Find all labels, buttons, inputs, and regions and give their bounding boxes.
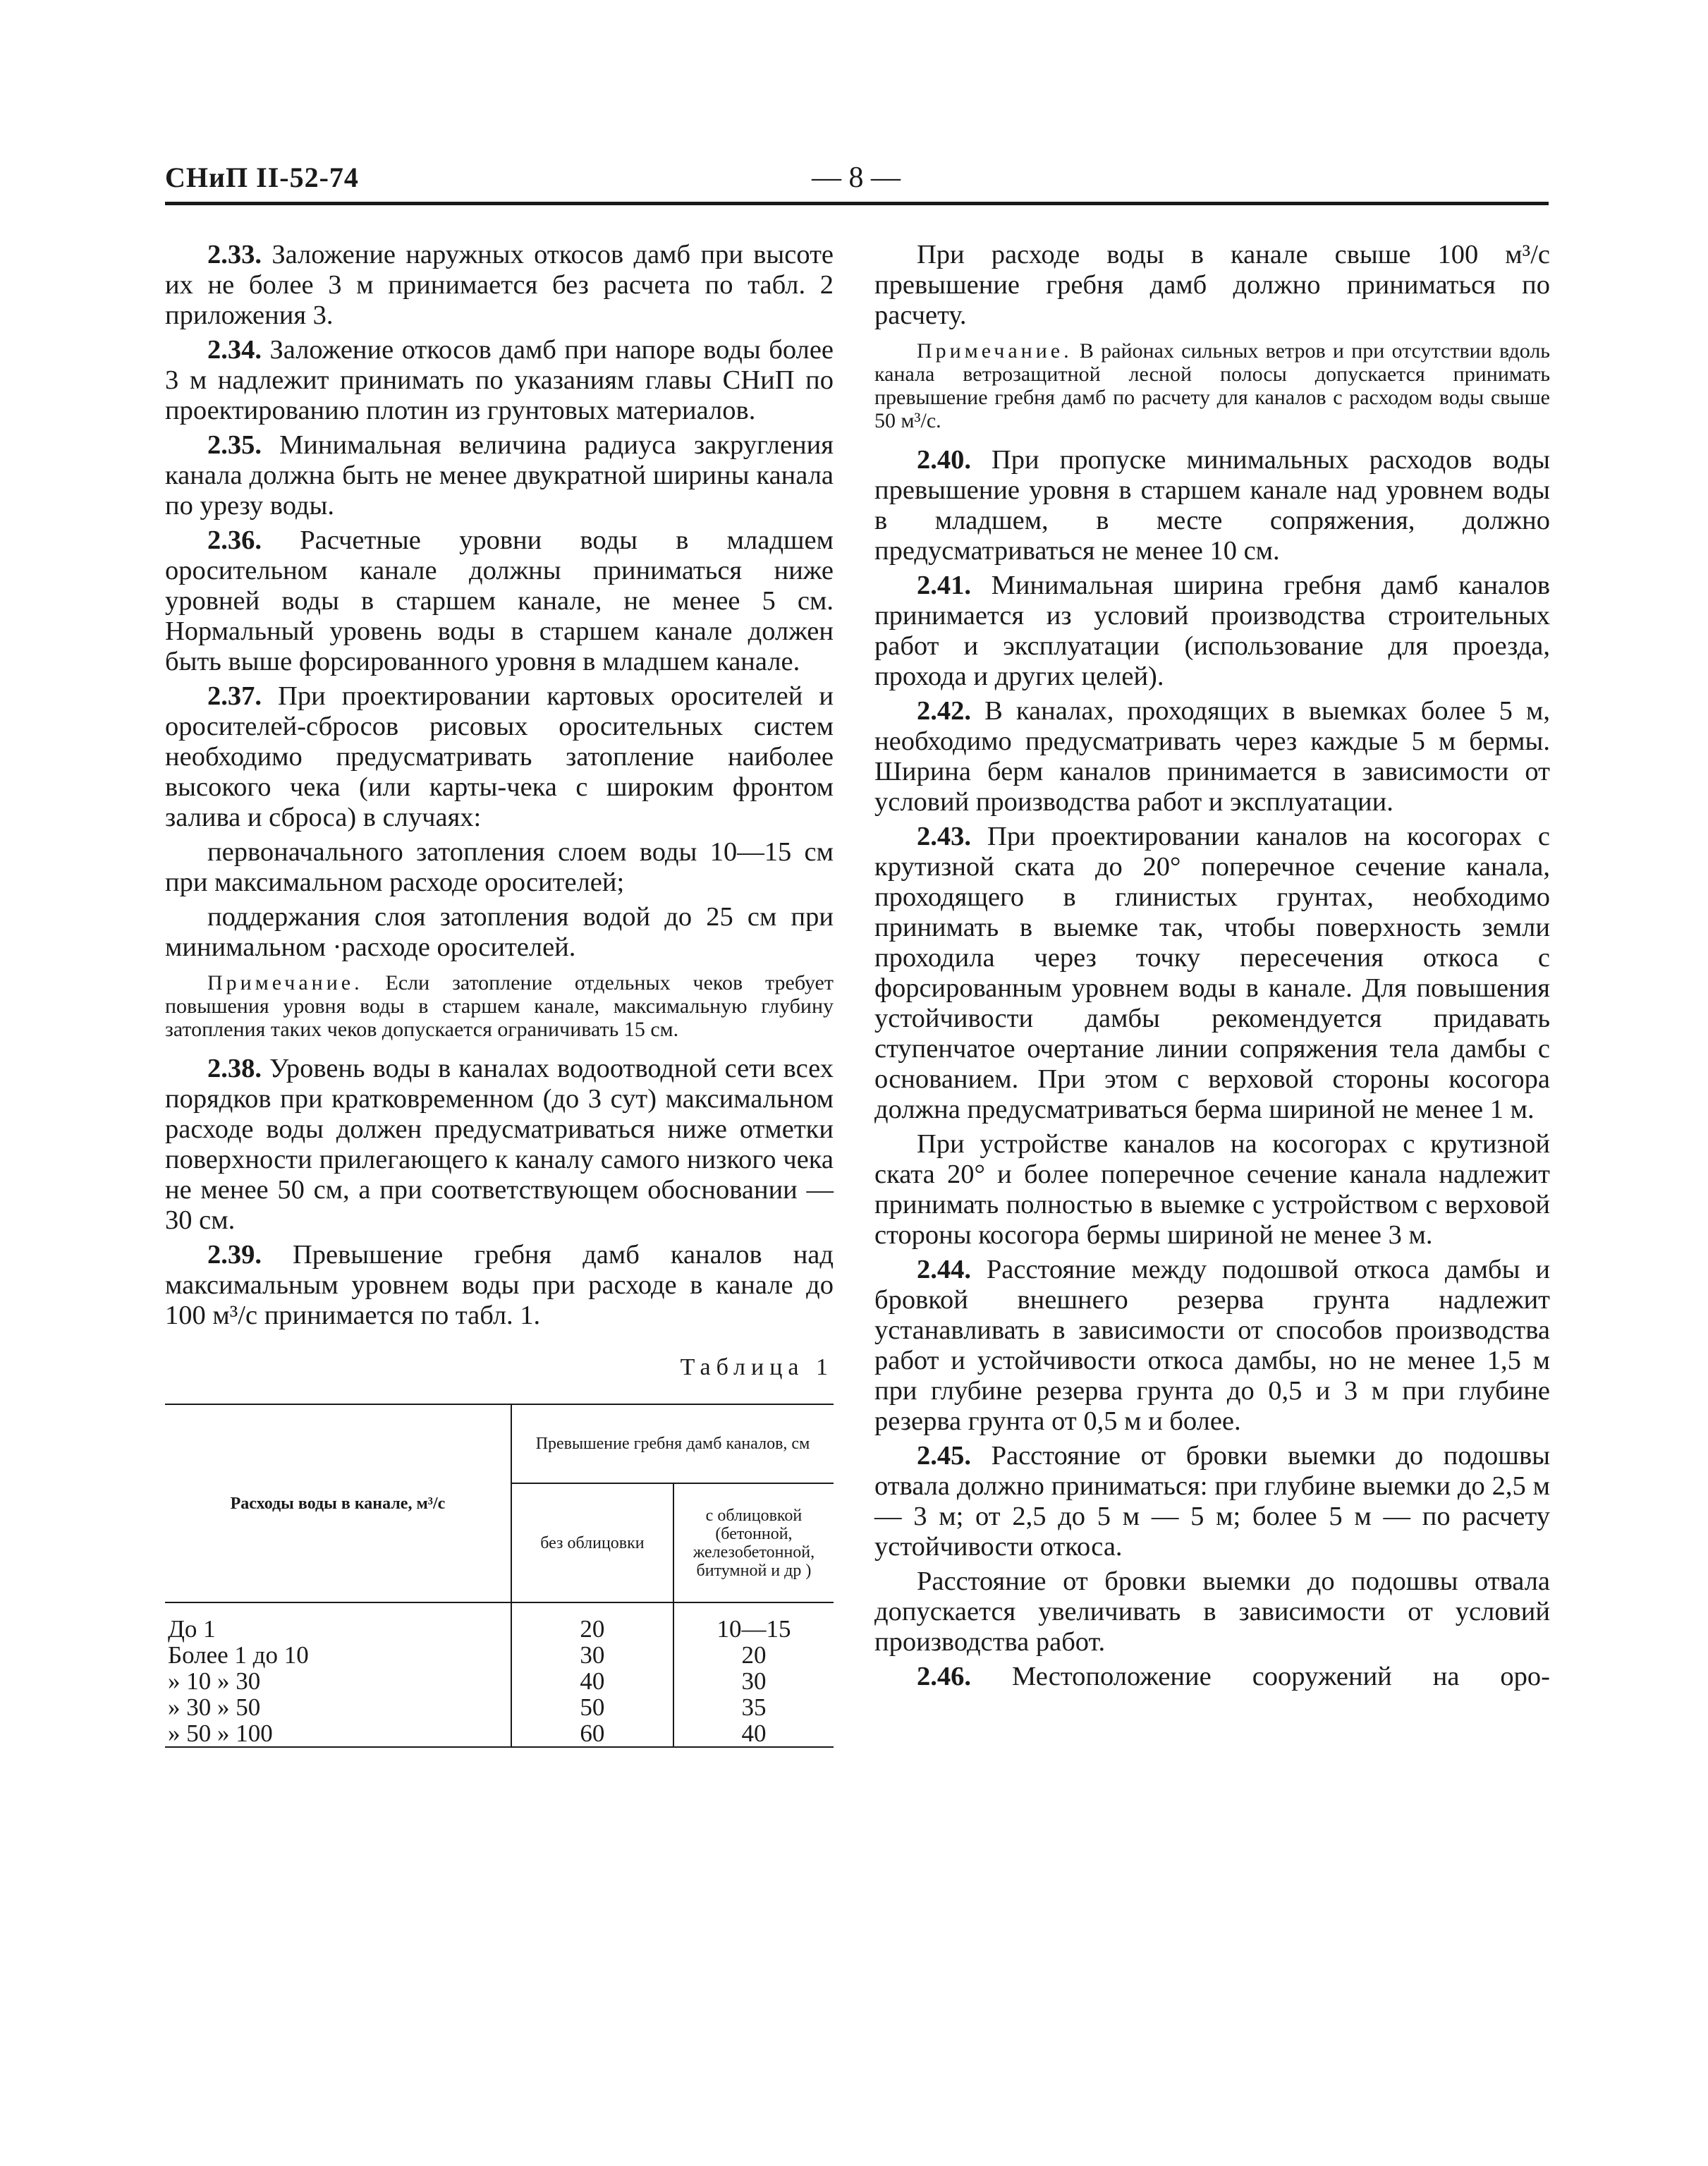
document-code: СНиП II-52-74 xyxy=(165,162,359,193)
clause-2-38: 2.38. Уровень воды в каналах водоотводной сети всех порядков при кратковременном (до 3 сут) максимальном расходе воды должен предусматриваться ниже отметки поверхности прилегающего к каналу самого низкого чека не менее 50 см, а при соответствующем обосновании — 30 см. xyxy=(165,1054,834,1235)
clause-2-40: 2.40. При пропуске минимальных расходов воды превышение уровня в старшем канале над уровнем воды в младшем, в месте сопряжения, должно предусматриваться не менее 10 см. xyxy=(874,445,1550,566)
clause-2-33: 2.33. Заложение наружных откосов дамб при высоте их не более 3 м принимается без расчета по табл. 2 приложения 3. xyxy=(165,240,834,330)
clause-2-34: 2.34. Заложение откосов дамб при напоре воды более 3 м надлежит принимать по указаниям главы СНиП по проектированию плотин из грунтовых материалов. xyxy=(165,335,834,425)
table-header-discharge: Расходы воды в канале, м³/с xyxy=(165,1405,511,1602)
header-rule xyxy=(165,202,1549,205)
page-number: — 8 — xyxy=(812,162,901,194)
table-caption: Таблица 1 xyxy=(680,1354,834,1380)
clause-2-45: 2.45. Расстояние от бровки выемки до подошвы отвала должно приниматься: при глубине выемки до 2,5 м — 3 м; от 2,5 до 5 м — 5 м; более 5 м — по расчету устойчивости откоса. xyxy=(874,1441,1550,1562)
clause-2-46: 2.46. Местоположение сооружений на оро- xyxy=(917,1662,1550,1691)
table-header-group: Превышение гребня дамб каналов, см xyxy=(511,1405,834,1483)
note-2-39: Примечание. В районах сильных ветров и при отсутствии вдоль канала ветрозащитной лесной полосы допускается принимать превышение гребня дамб по расчету для каналов с расходом воды свыше 50 м³/с. xyxy=(874,339,1550,432)
table-1 xyxy=(165,1404,834,1748)
page-header xyxy=(165,161,1547,203)
clause-2-42: 2.42. В каналах, проходящих в выемках более 5 м, необходимо предусматривать через каждые 5 м бермы. Ширина берм каналов принимается в зависимости от условий производства работ и эксплуатации. xyxy=(874,696,1550,817)
clause-2-37-case-1: первоначального затопления слоем воды 10—15 см при максимальном расходе оросителей; xyxy=(165,837,834,897)
left-column xyxy=(165,240,834,1748)
table-row: » 30 » 50 50 35 xyxy=(165,1694,834,1720)
clause-2-41: 2.41. Минимальная ширина гребня дамб каналов принимается из условий производства строительных работ и эксплуатации (использование для проезда, прохода и других целей). xyxy=(874,571,1550,691)
right-column xyxy=(874,240,1550,1696)
table-row: До 1 20 10—15 xyxy=(165,1616,834,1642)
clause-2-44: 2.44. Расстояние между подошвой откоса дамбы и бровкой внешнего резерва грунта надлежит устанавливать в зависимости от способов производства работ и устойчивости откоса дамбы, но не менее 1,5 м при глубине резерва грунта до 0,5 и 3 м при глубине резерва грунта от 0,5 м и более. xyxy=(874,1255,1550,1436)
clause-2-43: 2.43. При проектировании каналов на косогорах с крутизной ската до 20° поперечное сечение канала, проходящего в глинистых грунтах, необходимо принимать в выемке так, чтобы поверхность земли проходила через точку пересечения откоса с форсированным уровнем воды в канале. Для повышения устойчивости дамбы рекомендуется придавать ступенчатое очертание линии сопряжения тела дамбы с основанием. При этом с верховой стороны косогора должна предусматриваться берма шириной не менее 1 м. xyxy=(874,822,1550,1124)
table-row: Более 1 до 10 30 20 xyxy=(165,1642,834,1668)
clause-2-43-continued: При устройстве каналов на косогорах с крутизной ската 20° и более поперечное сечение канала надлежит принимать полностью в выемке с устройством с верховой стороны косогора бермы шириной не менее 3 м. xyxy=(874,1129,1550,1250)
table-row: » 10 » 30 40 30 xyxy=(165,1668,834,1694)
clause-2-39: 2.39. Превышение гребня дамб каналов над максимальным уровнем воды при расходе в канале до 100 м³/с принимается по табл. 1. xyxy=(165,1240,834,1330)
clause-2-37: 2.37. При проектировании картовых оросителей и оросителей-сбросов рисовых оросительных систем необходимо предусматривать затопление наиболее высокого чека (или карты-чека с широким фронтом залива и сброса) в случаях: xyxy=(165,681,834,832)
clause-2-35: 2.35. Минимальная величина радиуса закругления канала должна быть не менее двукратной ширины канала по урезу воды. xyxy=(165,430,834,521)
note-2-37: Примечание. Если затопление отдельных чеков требует повышения уровня воды в старшем канале, максимальную глубину затопления таких чеков допускается ограничивать 15 см. xyxy=(165,971,834,1041)
table-header-unlined: без облицовки xyxy=(511,1483,673,1602)
table-1-grid xyxy=(165,1405,834,1746)
clause-2-37-case-2: поддержания слоя затопления водой до 25 см при минимальном ·расходе оросителей. xyxy=(165,902,834,962)
table-row: » 50 » 100 60 40 xyxy=(165,1720,834,1746)
clause-2-39-continued: При расходе воды в канале свыше 100 м³/с превышение гребня дамб должно приниматься по расчету. xyxy=(874,240,1550,330)
table-header-lined: с облицовкой (бетонной, железобетонной, битумной и др ) xyxy=(693,1506,815,1580)
clause-2-45-continued: Расстояние от бровки выемки до подошвы отвала допускается увеличивать в зависимости от условий производства работ. xyxy=(874,1566,1550,1657)
clause-2-36: 2.36. Расчетные уровни воды в младшем оросительном канале должны приниматься ниже уровней воды в старшем канале, не менее 5 см. Нормальный уровень воды в старшем канале должен быть выше форсированного уровня в младшем канале. xyxy=(165,525,834,676)
